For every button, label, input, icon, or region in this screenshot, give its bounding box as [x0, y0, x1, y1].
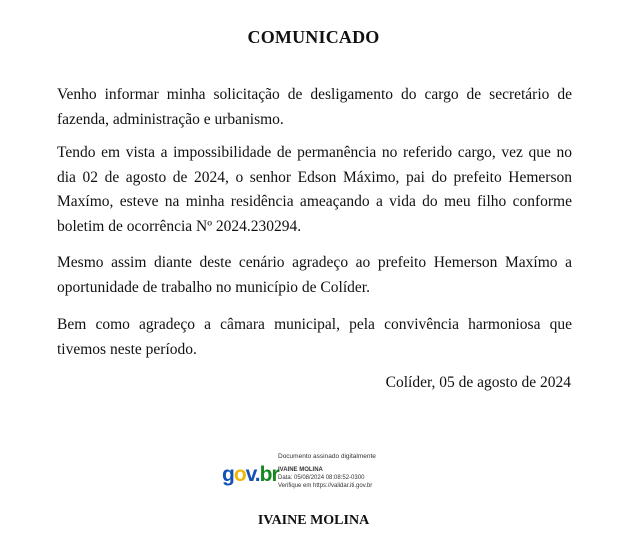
govbr-logo-icon: gov.br: [222, 463, 279, 486]
paragraph-thanks-council: Bem como agradeço a câmara municipal, pela convivência harmoniosa que tivemos neste período.: [57, 316, 572, 358]
signature-signer-name: IVAINE MOLINA: [278, 467, 323, 473]
signer-name: IVAINE MOLINA: [257, 513, 370, 528]
document-title: COMUNICADO: [247, 27, 380, 47]
date-line: Colíder, 05 de agosto de 2024: [385, 374, 571, 391]
signature-caption: Documento assinado digitalmente: [278, 453, 376, 460]
digital-signature-stamp: [222, 450, 442, 500]
signature-date: Data: 05/08/2024 08:08:52-0300: [278, 475, 365, 481]
paragraph-thanks-mayor: Mesmo assim diante deste cenário agradeço ao prefeito Hemerson Maxímo a oportunidade de trabalho no município de Colíder.: [57, 254, 572, 296]
paragraph-resignation-request: Venho informar minha solicitação de desligamento do cargo de secretário de fazenda, administração e urbanismo.: [57, 86, 572, 128]
signature-verify-link[interactable]: Verifique em https://validar.iti.gov.br: [278, 483, 373, 489]
paragraph-reason: Tendo em vista a impossibilidade de permanência no referido cargo, vez que no dia 02 de agosto de 2024, o senhor Edson Máximo, pai do prefeito Hemerson Maxímo, esteve na minha residência ameaçando a vida do meu filho conforme boletim de ocorrência Nº 2024.230294.: [57, 144, 572, 235]
